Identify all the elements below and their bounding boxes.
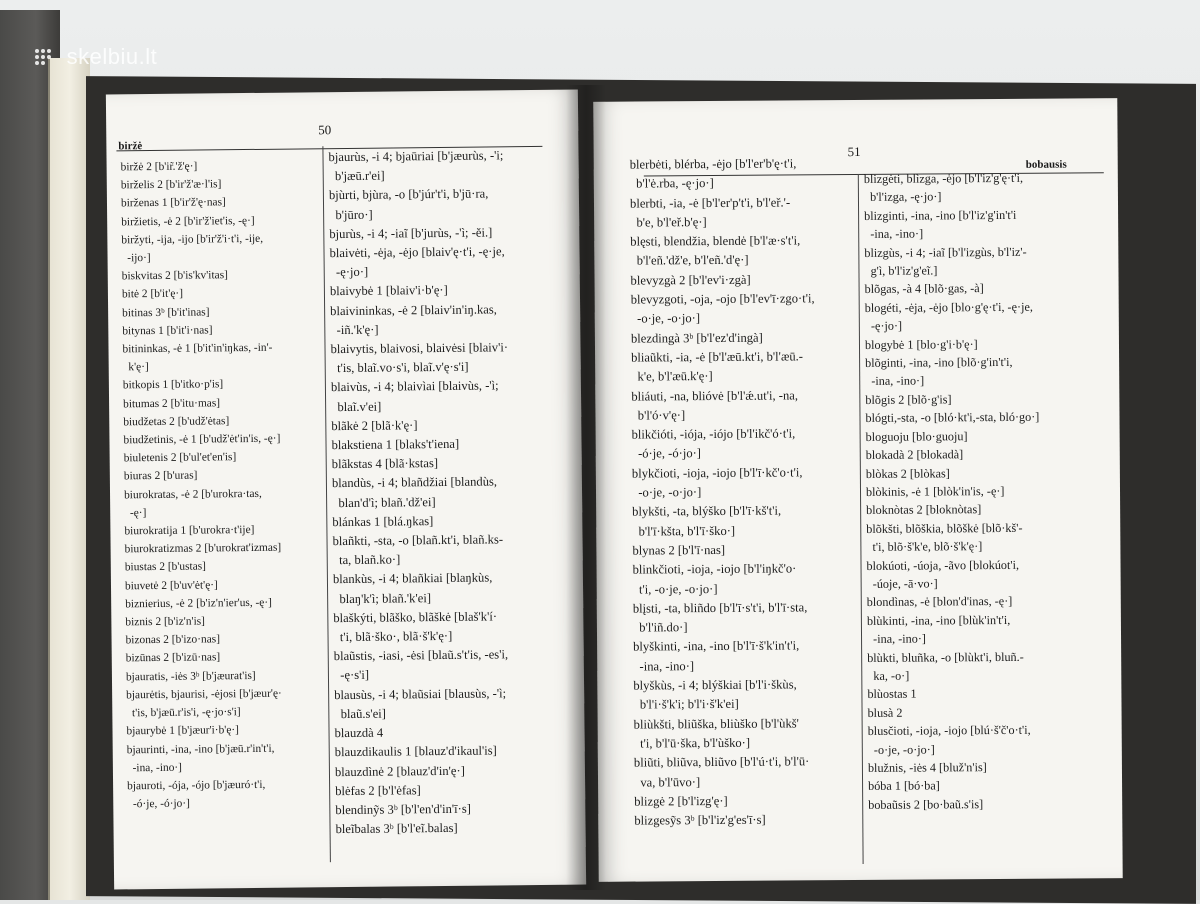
dictionary-entry-line: b'l'iñ.do·] [632,620,688,635]
dictionary-entry-line: b'l'ė.rba, -ę·jo·] [629,176,714,191]
dictionary-entry-line: b'jæū.r'ei] [328,168,385,184]
dictionary-entry-line: va, b'l'ūvo·] [633,774,701,790]
dictionary-entry-line: blizginti, -ina, -ino [b'l'iz'g'in't'i [864,207,1017,223]
dictionary-entry-line: blynas 2 [b'l'ī·nas] [632,542,726,558]
dictionary-entry-line: t'i, b'l'ū·ška, b'l'ùško·] [633,735,751,751]
dictionary-entry-line: blausùs, -i 4; blaũsiai [blausùs, -'ì; [334,686,507,702]
dictionary-entry-line: biurokratizmas 2 [b'urokrat'izmas] [124,541,282,556]
dictionary-entry-line: -ina, -ino·] [864,226,924,242]
dictionary-entry-line: bitinas 3ᵇ [b'it'inas] [122,306,210,319]
dictionary-entry-line: b'l'ī·kšta, b'l'ī·ško·] [632,523,736,539]
dictionary-entry-line: -ó·je, -ó·jo·] [127,797,190,811]
dictionary-entry-line: blizgėti, blìzga, -ėjo [b'l'iz'g'ę·t'i, [863,170,1024,186]
dictionary-entry-line: bliaũkti, -ia, -ė [b'l'æū.kt'i, b'l'æū.- [631,349,804,365]
dictionary-entry-line: ka, -o·] [867,668,910,683]
dictionary-entry-line: blãkstas 4 [blã·kstas] [331,456,439,472]
dictionary-entry-line: blondìnas, -ė [blon'd'inas, -ę·] [866,594,1013,610]
dictionary-entry-line: bjaurùs, -i 4; bjaūriai [b'jæurùs, -'i; [328,148,504,165]
book-page-edges [48,58,90,900]
dictionary-entry-line: biznis 2 [b'iz'n'is] [125,615,206,629]
book-spine-shadow [566,85,606,890]
dictionary-entry-line: ta, blañ.ko·] [332,552,401,568]
dictionary-entry-line: birženas 1 [b'ir'ž'ę·nas] [120,196,226,210]
dictionary-entry-line: b'l'ó·v'ę·] [631,408,686,423]
dictionary-entry-line: biuras 2 [b'uras] [123,470,198,483]
dictionary-entry-line: blaivytis, blaivosi, blaivėsi [blaiv'i· [330,340,509,357]
dictionary-entry-line: bleĩbalas 3ᵇ [b'l'eĩ.balas] [335,820,458,837]
dictionary-entry-line: blauzdikaulis 1 [blauz'd'ikaul'is] [334,743,497,760]
dictionary-entry-line: blòkinis, -ė 1 [blòk'in'is, -ę·] [865,483,1005,499]
dictionary-entry-line: bitumas 2 [b'itu·mas] [123,396,221,410]
dictionary-entry-line: b'jūro·] [329,207,373,222]
dictionary-entry-line: blikčióti, -iója, -iójo [b'l'ikč'ó·t'i, [631,426,796,442]
dictionary-entry-line: biržietis, -ė 2 [b'ir'ž'iet'is, -ę·] [121,214,255,228]
dictionary-entry-line: biurokratija 1 [b'urokra·t'ije] [124,524,255,538]
dictionary-entry-line: birželis 2 [b'ir'ž'æ·l'is] [120,178,222,192]
dictionary-entry-line: -ę·] [124,506,147,520]
left-page-number: 50 [318,122,332,138]
dictionary-entry-line: blusčioti, -ioja, -iojo [blú·š'č'o·t'i, [867,722,1031,739]
dictionary-entry-line: -ina, -ino·] [865,374,925,389]
right-page-number: 51 [847,143,861,160]
dictionary-entry-line: blõginti, -ina, -ino [blõ·g'in't'i, [865,354,1013,371]
dictionary-entry-line: blevyzgoti, -oja, -ojo [b'l'ev'ī·zgo·t'i, [630,291,815,307]
dictionary-entry-line: b'l'izga, -ę·jo·] [863,189,942,205]
dictionary-entry-line: bliùkšti, bliũška, bliùško [b'l'ùkš' [633,716,799,732]
dictionary-entry-line: bóba 1 [bó·ba] [868,778,940,794]
dictionary-entry-line: blykčioti, -ioja, -iojo [b'l'ī·kč'o·t'i, [631,465,803,481]
dictionary-entry-line: blaivininkas, -ė 2 [blaiv'in'iŋ.kas, [330,302,497,318]
left-column-2 [328,146,579,840]
dictionary-entry-line: blizgė 2 [b'l'izg'ę·] [634,793,728,809]
dictionary-entry-line: blyškùs, -i 4; blýškiai [b'l'i·škùs, [633,677,797,693]
dictionary-entry-line: -o·je, -o·jo·] [630,311,701,326]
dictionary-entry-line: bliáuti, -na, blióvė [b'l'ǽ.ut'i, -na, [631,387,799,404]
dictionary-entry-line: -o·je, -o·jo·] [867,742,935,757]
dictionary-entry-line: -ę·s'i] [333,668,370,683]
dictionary-entry-line: bitkopis 1 [b'itko·p'is] [122,378,224,392]
dictionary-entry-line: biudžetas 2 [b'udž'ėtas] [123,415,230,429]
dictionary-entry-line: -iñ.'k'ę·] [330,322,379,337]
dictionary-entry-line: -ó·je, -ó·jo·] [631,446,702,462]
dictionary-entry-line: blaivybė 1 [blaiv'i·b'ę·] [329,283,448,299]
dictionary-entry-line: bjurùs, -i 4; -iaĩ [b'jurùs, -'ì; -ĕi.] [329,225,493,241]
dictionary-entry-line: bizonas 2 [b'izo·nas] [125,633,221,647]
dictionary-entry-line: t'is, blaĩ.vo·s'i, blaĩ.v'ę·s'i] [330,359,469,376]
dictionary-entry-line: blaũstis, -iasi, -ėsi [blaũ.s't'is, -es'i, [333,647,509,664]
left-column-1 [121,156,334,813]
dictionary-entry-line: blùkti, bluñka, -o [blùkt'i, bluñ.- [867,649,1024,665]
dictionary-entry-line: b'e, b'l'eř.b'ę·] [630,214,707,230]
dictionary-entry-line: blokadà 2 [blokadà] [865,447,964,463]
dictionary-entry-line: blogéti, -ėja, -ėjo [blo·g'ę·t'i, -ę·je, [864,299,1033,315]
dictionary-entry-line: blizgesỹs 3ᵇ [b'l'iz'g'es'ī·s] [634,812,766,828]
dictionary-entry-line: b'l'eñ.'dž'e, b'l'eñ.'d'ę·] [630,253,749,269]
dictionary-entry-line: g'ì, b'l'iz'g'eĩ.] [864,263,938,278]
dictionary-entry-line: biuvetė 2 [b'uv'ėt'ę·] [124,579,218,592]
dots-logo-icon [34,48,56,66]
dictionary-entry-line: blãkė 2 [blã·k'ę·] [331,418,418,433]
dictionary-entry-line: t'i, blã·ško·, blã·š'k'ę·] [333,628,453,645]
dictionary-entry-line: -o·je, -o·jo·] [631,485,702,500]
right-column-2 [864,168,1118,814]
dictionary-entry-line: bitynas 1 [b'it'i·nas] [122,324,213,338]
dictionary-entry-line: biuletenis 2 [b'ul'et'en'is] [123,451,237,465]
dictionary-entry-line: blankùs, -i 4; blañkiai [blaŋkùs, [332,570,493,587]
right-page [593,98,1122,882]
dictionary-entry-line: bitininkas, -ė 1 [b'it'in'iŋkas, -in'- [122,341,273,356]
dictionary-entry-line: blusà 2 [867,705,903,720]
dictionary-entry-line: blevyzgà 2 [b'l'ev'i·zgà] [630,272,751,288]
dictionary-entry-line: blinkčioti, -ioja, -iojo [b'l'iŋkč'o· [632,561,797,577]
dictionary-entry-line: blõkšti, blõškia, blõškė [blõ·kš'- [866,520,1023,536]
dictionary-entry-line: -ę·jo·] [329,264,369,280]
dictionary-entry-line: biržyti, -ija, -ijo [b'ir'ž'i·t'i, -ije, [121,232,264,247]
dictionary-entry-line: blęsti, blendžia, blendė [b'l'æ·s't'i, [630,233,801,249]
dictionary-entry-line: blužnis, -iės 4 [bluž'n'is] [867,760,987,775]
dictionary-entry-line: -ę·jo·] [864,318,903,334]
watermark [34,44,157,70]
dictionary-entry-line: bjauratis, -iės 3ᵇ [b'jæurat'is] [125,669,256,684]
dictionary-entry-line: bitė 2 [b'it'ę·] [121,288,184,301]
dictionary-entry-line: -ina, -ino·] [126,761,183,775]
dictionary-entry-line: blòkas 2 [blòkas] [865,465,950,481]
dictionary-entry-line: blyškinti, -ina, -ino [b'l'ī·š'k'in't'i, [633,638,800,654]
right-column-1 [630,154,861,831]
dictionary-entry-line: blaškýti, blãško, blãškė [blaš'k'í· [333,609,498,626]
dictionary-entry-line: b'l'i·š'k'i; b'l'i·š'k'ei] [633,697,739,712]
left-page [106,90,586,890]
dictionary-entry-line: blendinỹs 3ᵇ [b'l'en'd'in'ī·s] [335,801,471,818]
dictionary-entry-line: blaĩ.v'ei] [331,399,382,414]
dictionary-entry-line: bloguoju [blo·guoju] [865,428,968,444]
dictionary-entry-line: bjaurinti, -ina, -ino [b'jæū.r'in't'i, [126,742,275,756]
dictionary-entry-line: blaŋ'k'ì; blañ.'k'ei] [333,590,432,606]
dictionary-entry-line: -ina, -ino·] [866,631,926,647]
dictionary-entry-line: blõgas, -à 4 [blõ·gas, -à] [864,281,984,297]
dictionary-entry-line: blaivùs, -i 4; blaivìai [blaivùs, -'ì; [330,378,499,395]
dictionary-entry-line: biurokratas, -ė 2 [b'urokra·tas, [123,487,262,501]
dictionary-entry-line: bobaũsis 2 [bo·baũ.s'is] [868,796,984,812]
dictionary-entry-line: blezdingà 3ᵇ [b'l'ez'd'ingà] [630,330,763,346]
dictionary-entry-line: biržė 2 [b'ir̃.'ž'ę·] [120,160,198,174]
dictionary-entry-line: blauzdìnė 2 [blauz'd'in'ę·] [334,763,465,779]
dictionary-entry-line: blėfas 2 [b'l'ėfas] [335,782,421,798]
dictionary-entry-line: bjauroti, -ója, -ójo [b'jæuró·t'i, [127,778,266,793]
dictionary-entry-line: blañkti, -sta, -o [blañ.kt'i, blañ.ks- [332,532,504,549]
dictionary-entry-line: blogybė 1 [blo·g'i·b'ę·] [864,336,978,352]
dictionary-entry-line: bjaurėtis, bjaurisi, -ėjosi [b'jæur'ę· [126,687,282,702]
dictionary-entry-line: k'e, b'l'æū.k'ę·] [631,369,713,384]
watermark-text: skelbiu.lt [66,44,158,69]
dictionary-entry-line: blandùs, -i 4; blañdžiai [blandùs, [331,474,498,491]
dictionary-entry-line: bloknòtas 2 [bloknòtas] [866,502,982,518]
dictionary-entry-line: blerbti, -ia, -ė [b'l'er'p't'i, b'l'eř.'- [629,195,791,211]
dictionary-entry-line: blakstiena 1 [blaks't'iena] [331,436,460,453]
dictionary-entry-line: bjùrti, bjùra, -o [b'júr't'i, b'jū·ra, [328,186,489,203]
dictionary-entry-line: k'ę·] [122,361,149,374]
dictionary-entry-line: bliũti, bliũva, bliũvo [b'l'ú·t'i, b'l'ū· [633,754,810,770]
dictionary-entry-line: blykšti, -ta, blýško [b'l'ī·kš't'i, [632,503,782,519]
dictionary-entry-line: blan'd'ì; blañ.'dž'ei] [332,494,436,510]
dictionary-entry-line: t'i, -o·je, -o·jo·] [632,581,718,597]
dictionary-entry-line: blaũ.s'ei] [334,706,387,722]
dictionary-entry-line: biustas 2 [b'ustas] [124,560,207,574]
dictionary-entry-line: blùostas 1 [867,686,917,702]
dictionary-entry-line: blógti,-sta, -o [bló·kt'i,-sta, bló·go·] [865,410,1040,426]
right-header-word: bobausis [1025,158,1067,171]
dictionary-entry-line: blauzdà 4 [334,725,384,741]
dictionary-entry-line: blizgùs, -i 4; -iaĩ [b'l'izgùs, b'l'iz'- [864,244,1027,260]
dictionary-entry-line: t'is, b'jæū.r'is'i, -ę·jo·s'i] [126,706,241,720]
dictionary-entry-line: blįsti, -ta, bliñdo [b'l'ī·s't'i, b'l'ī·sta, [632,600,808,616]
dictionary-entry-line: blerbėti, blérba, -ėjo [b'l'er'b'ę·t'i, [629,156,797,172]
dictionary-entry-line: t'i, blõ·š'k'e, blõ·š'k'ę·] [866,539,983,555]
dictionary-entry-line: blaivėti, -ėja, -ėjo [blaiv'ę·t'i, -ę·je, [329,244,505,261]
dictionary-entry-line: blõgis 2 [blõ·g'is] [865,392,952,407]
dictionary-entry-line: blánkas 1 [blá.ŋkas] [332,513,434,530]
dictionary-entry-line: bjaurybė 1 [b'jæur'i·b'ę·] [126,724,240,738]
dictionary-entry-line: biskvitas 2 [b'is'kv'itas] [121,269,228,283]
dictionary-entry-line: -ijo·] [121,252,151,265]
left-header-word: biržė [118,140,143,153]
dictionary-entry-line: biudžetinis, -ė 1 [b'udž'ėt'in'is, -ę·] [123,432,281,447]
dictionary-entry-line: -úoje, -ā·vo·] [866,576,938,591]
dictionary-entry-line: bizūnas 2 [b'izū·nas] [125,651,221,665]
dictionary-entry-line: biznierius, -ė 2 [b'iz'n'ier'us, -ę·] [125,596,272,611]
dictionary-entry-line: blokúoti, -úoja, -ãvo [blokúot'i, [866,557,1020,573]
dictionary-entry-line: -ina, -ino·] [633,658,695,674]
dictionary-entry-line: blùkinti, -ina, -ino [blùk'in't'i, [866,612,1011,628]
